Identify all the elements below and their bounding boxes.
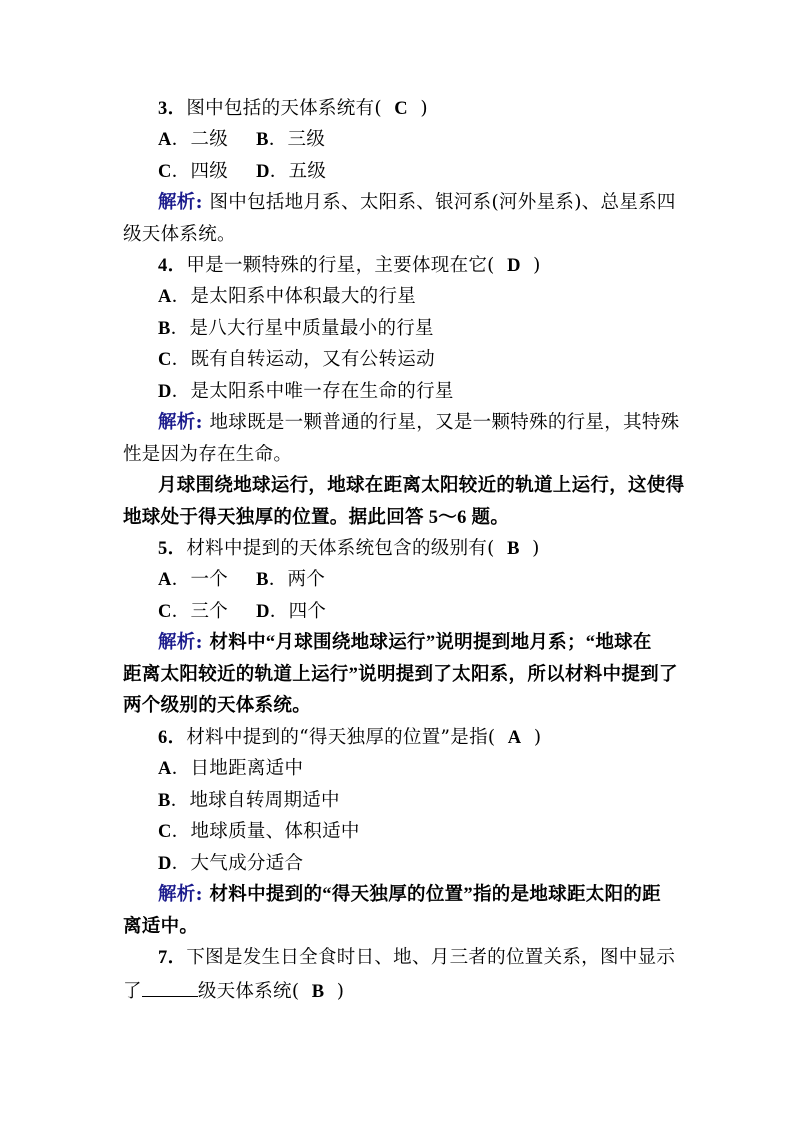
question-7: 7．下图是发生日全食时日、地、月三者的位置关系，图中显示 bbox=[158, 947, 676, 968]
option-text: 是太阳系中体积最大的行星 bbox=[190, 286, 417, 307]
analysis-label: 解析 bbox=[158, 632, 196, 653]
answer-letter: B bbox=[507, 539, 520, 559]
option-d: D．大气成分适合 bbox=[158, 853, 304, 874]
analysis-text: 级天体系统。 bbox=[123, 224, 236, 245]
option-text: 一个 bbox=[190, 569, 229, 590]
question-stem: 了 bbox=[123, 981, 142, 1002]
question-5: 5．材料中提到的天体系统包含的级别有( B ) bbox=[158, 538, 540, 559]
option-key: D bbox=[158, 382, 172, 402]
analysis-3-cont bbox=[123, 223, 236, 247]
question-stem: 材料中提到的天体系统包含的级别有( bbox=[186, 538, 495, 559]
question-7-cont bbox=[123, 978, 344, 1004]
option-text: 二级 bbox=[190, 129, 229, 150]
answer-letter: D bbox=[507, 256, 521, 276]
options-row-ab: A．二级 B．三级 bbox=[158, 129, 326, 150]
material-text bbox=[158, 474, 684, 498]
analysis-text: 材料中提到的“得天独厚的位置”指的是地球距太阳的距 bbox=[209, 885, 661, 905]
option-key: A bbox=[158, 570, 172, 590]
material-text-cont bbox=[123, 506, 509, 530]
analysis-4-cont bbox=[123, 443, 292, 467]
option-text: 大气成分适合 bbox=[190, 853, 304, 874]
material-line: 月球围绕地球运行，地球在距离太阳较近的轨道上运行，这使得 bbox=[158, 476, 685, 496]
analysis-text: 两个级别的天体系统。 bbox=[123, 696, 312, 716]
analysis-text: 地球既是一颗普通的行星，又是一颗特殊的行星，其特殊 bbox=[209, 412, 680, 433]
answer-letter: B bbox=[311, 982, 325, 1002]
paren-close: ) bbox=[533, 727, 542, 748]
paren-close: ) bbox=[532, 538, 540, 559]
question-stem: 材料中提到的“得天独厚的位置”是指( bbox=[186, 727, 496, 748]
option-key: A bbox=[158, 287, 172, 307]
analysis-label: 解析 bbox=[158, 192, 196, 213]
option-text: 五级 bbox=[288, 161, 327, 182]
analysis-6-cont bbox=[123, 915, 198, 939]
analysis-3: 解析: 图中包括地月系、太阳系、银河系(河外星系)、总星系四 bbox=[158, 192, 676, 213]
option-text: 两个 bbox=[287, 569, 326, 590]
options-row-cd: C．三个 D．四个 bbox=[158, 601, 327, 622]
option-b: B．地球自转周期适中 bbox=[158, 790, 340, 811]
analysis-5: 解析: 材料中“月球围绕地球运行”说明提到地月系；“地球在 bbox=[158, 632, 652, 653]
option-text: 四级 bbox=[190, 161, 229, 182]
analysis-label: 解析 bbox=[158, 412, 196, 433]
option-b: B．是八大行星中质量最小的行星 bbox=[158, 318, 434, 339]
analysis-4: 解析: 地球既是一颗普通的行星，又是一颗特殊的行星，其特殊 bbox=[158, 412, 680, 433]
answer-letter: A bbox=[507, 728, 522, 748]
option-text: 是太阳系中唯一存在生命的行星 bbox=[190, 381, 454, 402]
option-text: 地球自转周期适中 bbox=[189, 790, 340, 811]
option-text: 四个 bbox=[288, 601, 327, 622]
question-3: 3．图中包括的天体系统有( C ) bbox=[158, 98, 428, 119]
option-key: C bbox=[158, 162, 172, 182]
question-number: 7 bbox=[158, 948, 168, 968]
option-key: B bbox=[158, 319, 171, 339]
question-number: 4 bbox=[158, 256, 168, 276]
option-c: C．地球质量、体积适中 bbox=[158, 821, 360, 842]
option-key: C bbox=[158, 602, 172, 622]
analysis-text: 离适中。 bbox=[123, 917, 199, 937]
option-key: A bbox=[158, 130, 172, 150]
fill-blank bbox=[142, 978, 198, 997]
options-row-ab: A．一个 B．两个 bbox=[158, 569, 326, 590]
question-stem: 级天体系统( bbox=[197, 981, 300, 1002]
option-key: C bbox=[158, 822, 172, 842]
question-6: 6．材料中提到的“得天独厚的位置”是指( A ) bbox=[158, 727, 542, 748]
option-text: 日地距离适中 bbox=[190, 758, 304, 779]
option-a: A．是太阳系中体积最大的行星 bbox=[158, 286, 417, 307]
analysis-text: 图中包括地月系、太阳系、银河系(河外星系)、总星系四 bbox=[209, 192, 676, 213]
option-key: B bbox=[256, 570, 269, 590]
option-text: 三个 bbox=[190, 601, 229, 622]
material-line: 地球处于得天独厚的位置。据此回答 5～6 题。 bbox=[123, 508, 510, 528]
analysis-6: 解析: 材料中提到的“得天独厚的位置”指的是地球距太阳的距 bbox=[158, 884, 661, 905]
question-stem: 图中包括的天体系统有( bbox=[186, 98, 382, 119]
analysis-text: 距离太阳较近的轨道上运行”说明提到了太阳系，所以材料中提到了 bbox=[123, 665, 678, 685]
option-d: D．是太阳系中唯一存在生命的行星 bbox=[158, 381, 454, 402]
analysis-label: 解析 bbox=[158, 884, 196, 905]
option-text: 三级 bbox=[287, 129, 326, 150]
question-stem: 下图是发生日全食时日、地、月三者的位置关系，图中显示 bbox=[186, 947, 676, 968]
paren-close: ) bbox=[336, 981, 345, 1002]
question-4: 4．甲是一颗特殊的行星，主要体现在它( D ) bbox=[158, 255, 541, 276]
question-number: 3 bbox=[158, 99, 168, 119]
option-key: D bbox=[158, 854, 172, 874]
option-text: 地球质量、体积适中 bbox=[190, 821, 360, 842]
analysis-text: 性是因为存在生命。 bbox=[123, 444, 293, 465]
paren-close: ) bbox=[533, 255, 541, 276]
option-c: C．既有自转运动，又有公转运动 bbox=[158, 349, 435, 370]
question-stem: 甲是一颗特殊的行星，主要体现在它( bbox=[186, 255, 495, 276]
option-key: C bbox=[158, 350, 172, 370]
option-key: D bbox=[256, 602, 270, 622]
option-text: 既有自转运动，又有公转运动 bbox=[190, 349, 435, 370]
answer-letter: C bbox=[394, 99, 408, 119]
option-key: B bbox=[256, 130, 269, 150]
analysis-5-cont2 bbox=[123, 694, 311, 718]
question-number: 5 bbox=[158, 539, 168, 559]
option-key: D bbox=[256, 162, 270, 182]
analysis-text: 材料中“月球围绕地球运行”说明提到地月系；“地球在 bbox=[209, 633, 652, 653]
option-key: A bbox=[158, 759, 172, 779]
paren-close: ) bbox=[420, 98, 428, 119]
question-number: 6 bbox=[158, 728, 168, 748]
option-text: 是八大行星中质量最小的行星 bbox=[189, 318, 434, 339]
option-a: A．日地距离适中 bbox=[158, 758, 304, 779]
option-key: B bbox=[158, 791, 171, 811]
options-row-cd: C．四级 D．五级 bbox=[158, 161, 327, 182]
analysis-5-cont bbox=[123, 663, 678, 687]
